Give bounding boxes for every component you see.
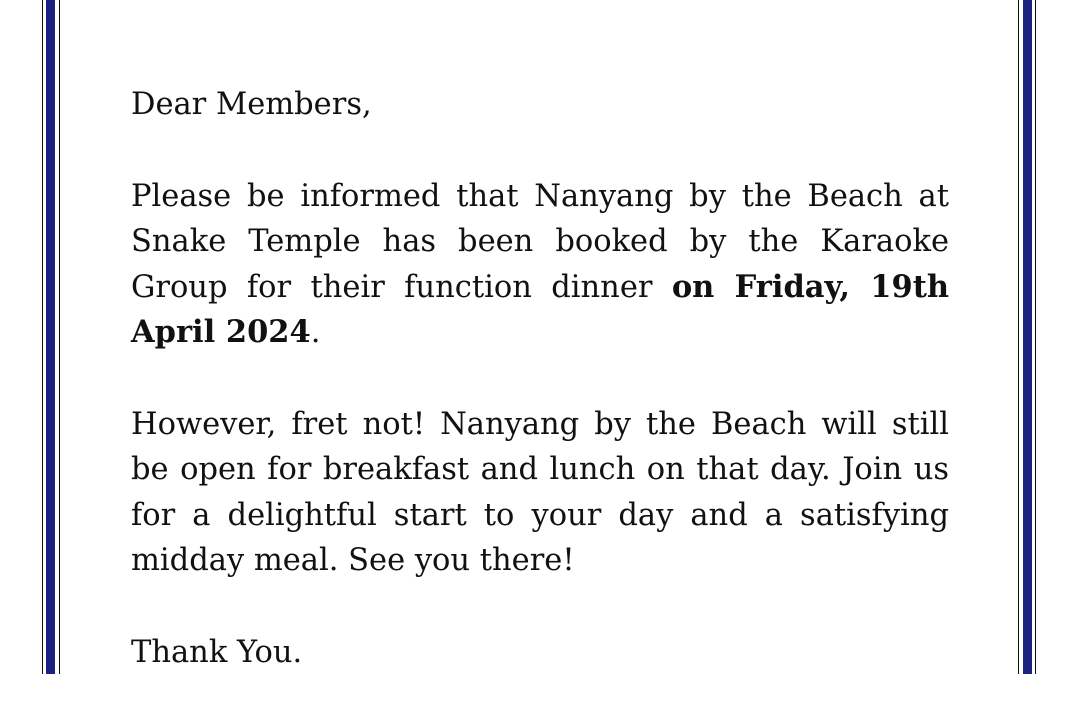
border-inner-line [59,0,60,674]
page-border-right [1018,0,1038,674]
notice-body [131,82,949,721]
booking-text: Please be informed that Nanyang by the Beach at Snake Temple has been booked by the Karaoke Group for their function dinner [131,178,949,305]
greeting: Dear Members, [131,87,372,122]
border-accent-bar [46,0,55,674]
booking-text-end: . [310,315,321,350]
booking-date: on Friday, 19th April 2024 [131,268,949,350]
booking-paragraph [131,174,949,356]
border-outer-line [42,0,43,674]
closing: Thank You. [131,634,303,670]
page-border-left [42,0,62,674]
opening-hours-paragraph: However, fret not! Nanyang by the Beach will still be open for breakfast and lunch on that day. Join us for a delightful start to your day and a satisfying midday meal. See you there! [131,406,949,578]
border-inner-line [1018,0,1019,674]
border-outer-line [1035,0,1036,674]
border-accent-bar [1023,0,1032,674]
